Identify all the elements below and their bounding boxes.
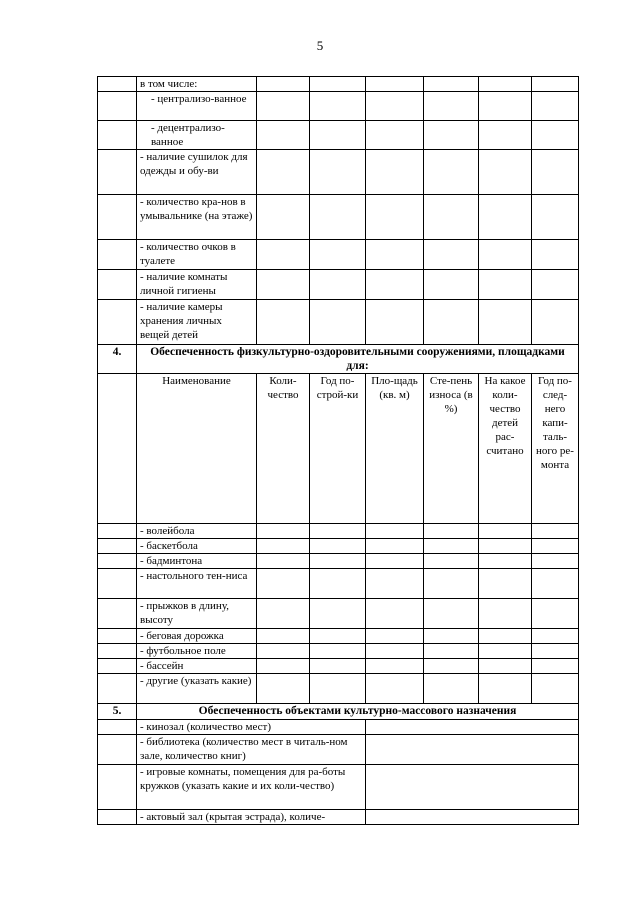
table-row (98, 599, 579, 629)
row-label: - другие (указать какие) (137, 674, 257, 704)
table-row (98, 524, 579, 539)
column-header: На какое коли-чество детей рас-считано (479, 374, 532, 524)
table-row (98, 240, 579, 270)
row-label: - количество кра-нов в умывальнике (на этаже) (137, 195, 257, 240)
row-label: - количество очков в туалете (137, 240, 257, 270)
row-label: - наличие комнаты личной гигиены (137, 270, 257, 300)
column-header: Пло-щадь (кв. м) (366, 374, 424, 524)
table-row (98, 92, 579, 121)
row-label: - наличие сушилок для одежды и обу-ви (137, 150, 257, 195)
column-header: Коли-чество (257, 374, 310, 524)
row-label: - бассейн (137, 659, 257, 674)
table-row (98, 644, 579, 659)
section-heading-row (98, 345, 579, 374)
row-label: - централизо-ванное (137, 92, 257, 121)
row-label: - футбольное поле (137, 644, 257, 659)
column-header: Наименование (137, 374, 257, 524)
section-title: Обеспеченность объектами культурно-массового назначения (137, 704, 579, 720)
table-row (98, 77, 579, 92)
row-label: - беговая дорожка (137, 629, 257, 644)
column-header-row (98, 374, 579, 524)
table-row (98, 270, 579, 300)
row-label: - прыжков в длину, высоту (137, 599, 257, 629)
row-label: - бадминтона (137, 554, 257, 569)
table-row (98, 674, 579, 704)
table-row (98, 569, 579, 599)
table-row (98, 810, 579, 825)
table-row (98, 629, 579, 644)
table-row (98, 659, 579, 674)
table-row (98, 735, 579, 765)
table-row (98, 195, 579, 240)
section-number: 4. (98, 345, 137, 374)
row-label: - настольного тен-ниса (137, 569, 257, 599)
column-header: Год по-след-него капи-таль-ного ре-монта (532, 374, 579, 524)
section-title: Обеспеченность физкультурно-оздоровительными сооружениями, площадками для: (137, 345, 579, 374)
section-heading-row (98, 704, 579, 720)
section-number: 5. (98, 704, 137, 720)
column-header: Год по-строй-ки (310, 374, 366, 524)
form-table (97, 76, 579, 825)
table-row (98, 300, 579, 345)
column-header: Сте-пень износа (в %) (424, 374, 479, 524)
row-label: - децентрализо-ванное (137, 121, 257, 150)
page-number: 5 (316, 38, 324, 53)
table-row (98, 554, 579, 569)
row-label: - волейбола (137, 524, 257, 539)
table-row (98, 539, 579, 554)
table-row (98, 121, 579, 150)
row-label: в том числе: (137, 77, 257, 92)
table-row (98, 765, 579, 810)
row-label: - кинозал (количество мест) (137, 720, 366, 735)
row-label: - актовый зал (крытая эстрада), количе- (137, 810, 366, 825)
row-label: - игровые комнаты, помещения для ра-боты кружков (указать какие и их коли-чество) (137, 765, 366, 810)
table-row (98, 720, 579, 735)
table-row (98, 150, 579, 195)
row-label: - баскетбола (137, 539, 257, 554)
row-label: - наличие камеры хранения личных вещей детей (137, 300, 257, 345)
row-label: - библиотека (количество мест в читаль-ном зале, количество книг) (137, 735, 366, 765)
